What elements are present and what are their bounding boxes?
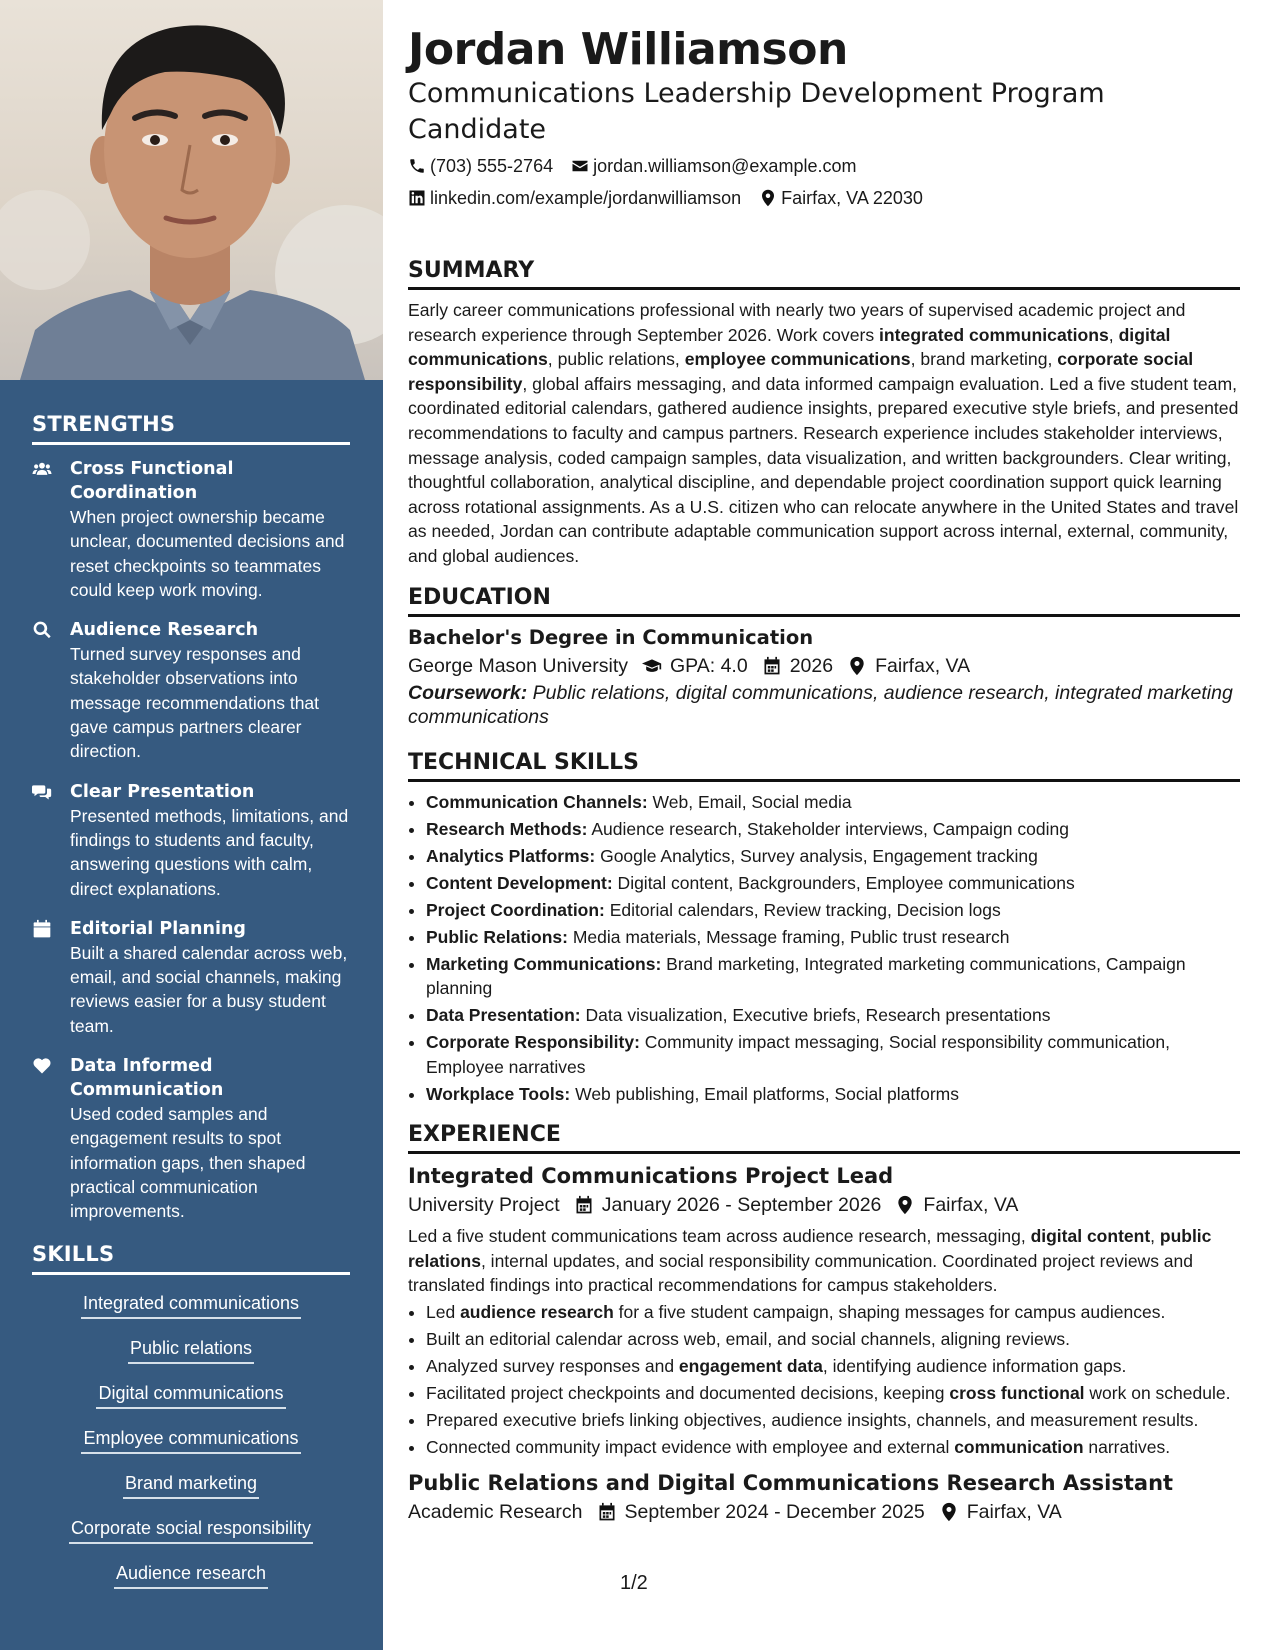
list-item xyxy=(426,1030,1240,1079)
summary-text xyxy=(408,298,1240,569)
skill-category: Workplace Tools: xyxy=(426,1083,571,1104)
skill-values: Digital content, Backgrounders, Employee communications xyxy=(612,872,1075,893)
strength-item xyxy=(32,1054,350,1223)
skill-values: Brand marketing, Integrated marketing communications, Campaign planning xyxy=(426,953,1186,999)
coursework-list: Public relations, digital communications, audience research, integrated marketing communications xyxy=(408,681,1233,729)
bullet-keyword: cross functional xyxy=(949,1382,1085,1403)
bullet-keyword: audience research xyxy=(460,1301,614,1322)
job-title: Integrated Communications Project Lead xyxy=(408,1164,894,1189)
strength-title: Data Informed Communication xyxy=(70,1056,224,1101)
strength-title: Audience Research xyxy=(70,620,259,641)
job-org: University Project xyxy=(408,1194,560,1217)
phone-number[interactable]: (703) 555-2764 xyxy=(430,156,554,176)
list-item xyxy=(426,790,1240,815)
candidate-title: Communications Leadership Development Program Candidate xyxy=(408,78,1105,145)
strength-item xyxy=(32,457,350,602)
calendar-icon xyxy=(762,656,782,676)
phone-icon xyxy=(408,157,426,175)
skill-values: Web publishing, Email platforms, Social platforms xyxy=(570,1083,959,1104)
list-item xyxy=(426,1354,1240,1379)
gpa-text: GPA: 4.0 xyxy=(670,654,748,677)
skill-category: Research Methods: xyxy=(426,818,588,839)
email-link[interactable]: jordan.williamson@example.com xyxy=(593,156,857,176)
profile-photo xyxy=(0,0,383,380)
skill-tag: Public relations xyxy=(128,1336,254,1364)
bullet-part: for a five student campaign, shaping messages for campus audiences. xyxy=(613,1301,1166,1322)
strength-description: Presented methods, limitations, and findings to students and faculty, answering questions with calm, direct explanations. xyxy=(70,805,349,899)
skill-values: Web, Email, Social media xyxy=(647,791,852,812)
linkedin-link[interactable]: linkedin.com/example/jordanwilliamson xyxy=(430,188,742,208)
bullet-part: Facilitated project checkpoints and documented decisions, keeping xyxy=(426,1382,950,1403)
job-location: Fairfax, VA xyxy=(923,1194,1019,1217)
job-meta xyxy=(408,1190,1240,1220)
summary-part: , xyxy=(1108,324,1119,345)
list-item xyxy=(426,1435,1240,1460)
skill-tag: Brand marketing xyxy=(123,1471,259,1499)
skill-category: Marketing Communications: xyxy=(426,953,662,974)
comments-icon xyxy=(32,782,52,802)
bullet-part: Analyzed survey responses and xyxy=(426,1355,679,1376)
sidebar-content xyxy=(32,412,350,1606)
graduation-year: 2026 xyxy=(789,654,834,677)
summary-part: , public relations, xyxy=(547,349,685,370)
calendar-icon xyxy=(597,1502,617,1522)
summary-part: , global affairs messaging, and data informed campaign evaluation. Led a five student team, coordinated editorial calendars, gathered audience insights, prepared executive style briefs, and presented recommendations to faculty and campus partners. Research experience includes stakeholder interviews, message analysis, coded campaign samples, data visualization, and written backgrounders. Clear writing, thoughtful collaboration, analytical discipline, and dependable project coordination support quick learning across rotational assignments. As a U.S. citizen who can relocate anywhere in the United States and travel as needed, Jordan can contribute adaptable communication support across internal, external, community, and global audiences. xyxy=(408,373,1239,566)
candidate-name: Jordan Williamson xyxy=(408,24,848,75)
skill-values: Editorial calendars, Review tracking, Decision logs xyxy=(604,899,1001,920)
main-content xyxy=(408,0,1240,1527)
skill-category: Analytics Platforms: xyxy=(426,845,596,866)
skill-category: Content Development: xyxy=(426,872,613,893)
skill-tag: Integrated communications xyxy=(81,1291,301,1319)
heart-icon xyxy=(32,1056,52,1076)
bullet-keyword: engagement data xyxy=(678,1355,823,1376)
location-text: Fairfax, VA 22030 xyxy=(781,188,923,208)
job-description xyxy=(408,1224,1240,1298)
list-item xyxy=(426,1381,1240,1406)
experience-heading: EXPERIENCE xyxy=(408,1122,1240,1154)
skill-values: Google Analytics, Survey analysis, Engagement tracking xyxy=(595,845,1038,866)
job-dates: September 2024 - December 2025 xyxy=(624,1501,925,1524)
list-item xyxy=(426,925,1240,950)
skills-heading: SKILLS xyxy=(32,1242,350,1275)
skill-values: Audience research, Stakeholder interviews, Campaign coding xyxy=(587,818,1069,839)
list-item xyxy=(426,952,1240,1001)
skill-tag: Corporate social responsibility xyxy=(69,1516,313,1544)
school-name: George Mason University xyxy=(408,654,629,677)
list-item xyxy=(426,1327,1240,1352)
summary-keyword: digital communications xyxy=(408,324,1171,370)
job-dates: January 2026 - September 2026 xyxy=(601,1194,882,1217)
map-pin-icon xyxy=(759,189,777,207)
calendar-icon xyxy=(32,919,52,939)
summary-keyword: employee communications xyxy=(684,349,911,370)
graduation-cap-icon xyxy=(642,656,662,676)
bullet-part: Prepared executive briefs linking objectives, audience insights, channels, and measurement results. xyxy=(426,1409,1199,1430)
skills-list xyxy=(32,1287,350,1606)
bullet-keyword: communication xyxy=(954,1436,1084,1457)
skill-tag: Employee communications xyxy=(81,1426,300,1454)
map-pin-icon xyxy=(847,656,867,676)
strength-item xyxy=(32,917,350,1038)
degree-title: Bachelor's Degree in Communication xyxy=(408,625,814,649)
summary-keyword: corporate social responsibility xyxy=(408,349,1194,394)
summary-part: Early career communications professional with nearly two years of supervised academic project and research experience through September 2026. Work covers xyxy=(408,300,1186,345)
job-title: Public Relations and Digital Communications Research Assistant xyxy=(408,1471,1174,1496)
list-item xyxy=(426,1408,1240,1433)
list-item xyxy=(426,817,1240,842)
desc-keyword: public relations xyxy=(408,1226,1212,1271)
strength-title: Clear Presentation xyxy=(70,781,255,802)
summary-heading: SUMMARY xyxy=(408,258,1240,290)
list-item xyxy=(426,1082,1240,1107)
summary-keyword: integrated communications xyxy=(879,324,1109,345)
envelope-icon xyxy=(571,157,589,175)
job-location: Fairfax, VA xyxy=(966,1501,1062,1524)
school-location: Fairfax, VA xyxy=(875,654,971,677)
bullet-part: Led xyxy=(426,1301,461,1322)
bullet-part: Connected community impact evidence with employee and external xyxy=(426,1436,955,1457)
desc-keyword: digital content xyxy=(1030,1226,1151,1247)
job-bullets xyxy=(408,1300,1240,1460)
desc-part: Led a five student communications team across audience research, messaging, xyxy=(408,1226,1031,1247)
search-icon xyxy=(32,620,52,640)
bullet-part: narratives. xyxy=(1083,1436,1171,1457)
skill-values: Media materials, Message framing, Public trust research xyxy=(567,926,1010,947)
technical-skills-list xyxy=(408,790,1240,1107)
skill-category: Project Coordination: xyxy=(426,899,605,920)
summary-part: , brand marketing, xyxy=(910,349,1058,370)
users-icon xyxy=(32,459,52,479)
strength-description: Built a shared calendar across web, email, and social channels, making reviews easier for a busy student team. xyxy=(70,942,348,1036)
skill-tag: Digital communications xyxy=(96,1381,285,1409)
skill-category: Public Relations: xyxy=(426,926,568,947)
skill-values: Data visualization, Executive briefs, Research presentations xyxy=(580,1005,1051,1026)
technical-skills-heading: TECHNICAL SKILLS xyxy=(408,750,1240,782)
strength-description: Turned survey responses and stakeholder observations into message recommendations that gave campus partners clearer direction. xyxy=(70,644,320,762)
page-number: 1/2 xyxy=(620,1572,648,1594)
strength-title: Editorial Planning xyxy=(70,918,246,939)
desc-part: , xyxy=(1150,1226,1160,1247)
list-item xyxy=(426,1300,1240,1325)
strength-title: Cross Functional Coordination xyxy=(70,459,234,503)
education-meta xyxy=(408,651,1240,681)
job-meta xyxy=(408,1497,1240,1527)
strength-description: Used coded samples and engagement results to spot information gaps, then shaped practical communication improvements. xyxy=(70,1104,306,1222)
skill-category: Communication Channels: xyxy=(426,791,648,812)
job-org: Academic Research xyxy=(408,1501,583,1524)
education-heading: EDUCATION xyxy=(408,585,1240,617)
bullet-part: , identifying audience information gaps. xyxy=(822,1355,1127,1376)
skill-tag: Audience research xyxy=(114,1561,268,1589)
linkedin-icon xyxy=(408,189,426,207)
portrait-illustration xyxy=(0,0,383,380)
strength-description: When project ownership became unclear, documented decisions and reset checkpoints so teammates could keep work moving. xyxy=(70,507,345,600)
skill-values: Community impact messaging, Social responsibility communication, Employee narratives xyxy=(426,1032,1170,1077)
sidebar xyxy=(0,0,383,1650)
skill-category: Data Presentation: xyxy=(426,1005,581,1026)
contact-row xyxy=(408,186,1240,210)
desc-part: , internal updates, and social responsibility communication. Coordinated project reviews and translated findings into practical recommendations for campus stakeholders. xyxy=(408,1250,1194,1296)
bullet-part: work on schedule. xyxy=(1084,1382,1231,1403)
strength-item xyxy=(32,618,350,763)
contact-row xyxy=(408,154,1240,178)
list-item xyxy=(426,871,1240,896)
strength-item xyxy=(32,780,350,901)
calendar-icon xyxy=(574,1195,594,1215)
map-pin-icon xyxy=(895,1195,915,1215)
map-pin-icon xyxy=(939,1502,959,1522)
coursework-label: Coursework: xyxy=(408,681,528,704)
bullet-part: Built an editorial calendar across web, email, and social channels, aligning reviews. xyxy=(426,1328,1070,1349)
strengths-heading: STRENGTHS xyxy=(32,412,350,445)
list-item xyxy=(426,1003,1240,1028)
coursework xyxy=(408,681,1240,730)
list-item xyxy=(426,844,1240,869)
list-item xyxy=(426,898,1240,923)
skill-category: Corporate Responsibility: xyxy=(426,1032,640,1053)
